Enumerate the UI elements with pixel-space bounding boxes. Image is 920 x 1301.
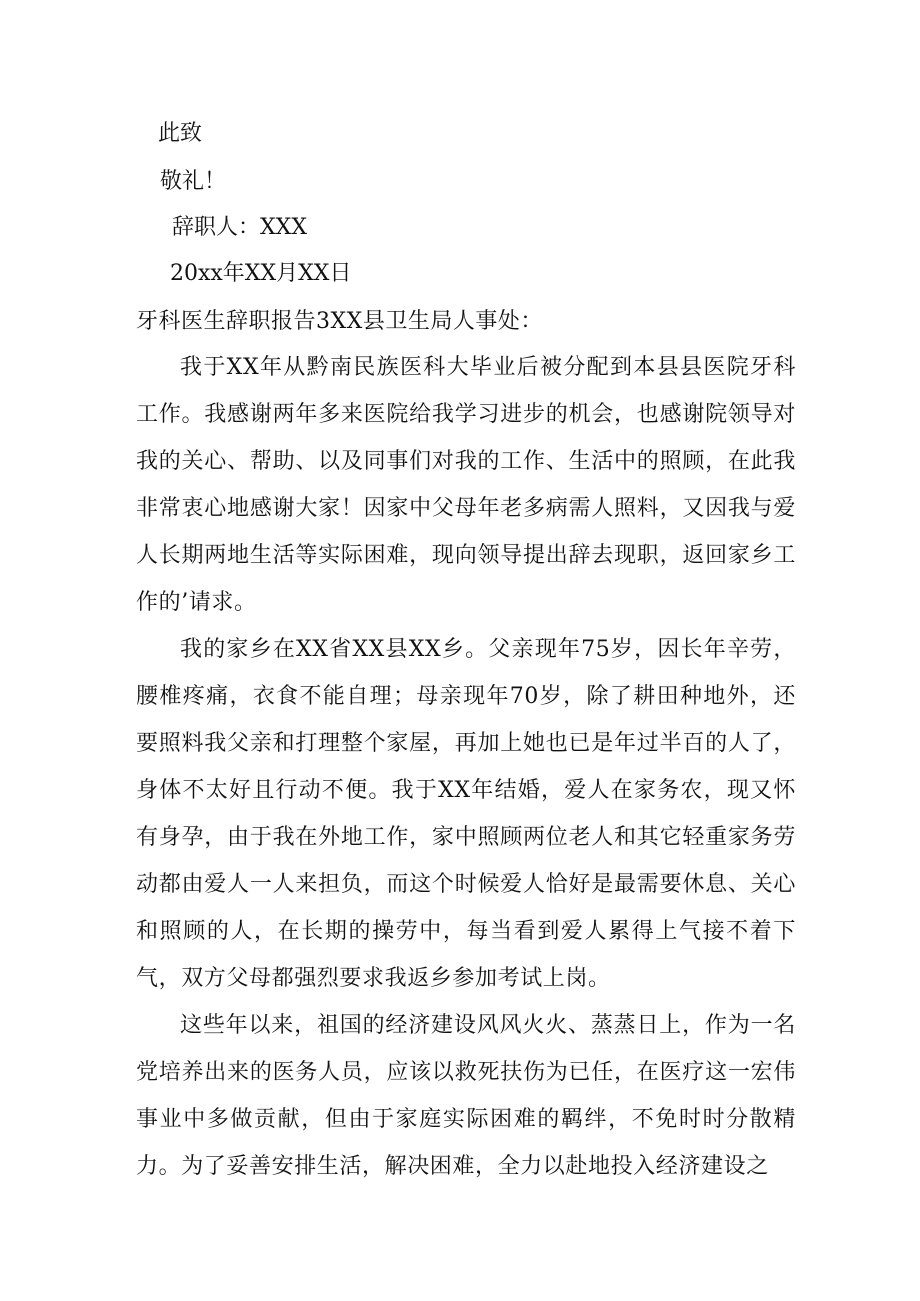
date-line: 20xx年XX月XX日 (170, 261, 352, 286)
paragraph-1: 我于XX年从黔南民族医科大毕业后被分配到本县县医院牙科工作。我感谢两年多来医院给我学习进步的机会，也感谢院领导对我的关心、帮助、以及同事们对我的工作、生活中的照顾，在此我非常衷心地感谢大家！因家中父母年老多病需人照料，又因我与爱人长期两地生活等实际困难，现向领导提出辞去现职，返回家乡工作的’请求。 (136, 355, 796, 615)
paragraph-2: 我的家乡在XX省XX县XX乡。父亲现年75岁，因长年辛劳，腰椎疼痛，衣食不能自理；母亲现年70岁，除了耕田种地外，还要照料我父亲和打理整个家屋，再加上她也已是年过半百的人了，身体不太好且行动不便。我于XX年结婚，爱人在家务农，现又怀有身孕，由于我在外地工作，家中照顾两位老人和其它轻重家务劳动都由爱人一人来担负，而这个时候爱人恰好是最需要休息、关心和照顾的人，在长期的操劳中，每当看到爱人累得上气接不着下气，双方父母都强烈要求我返乡参加考试上岗。 (136, 637, 796, 991)
letter-heading: 牙科医生辞职报告3XX县卫生局人事处： (136, 309, 543, 334)
paragraph-3: 这些年以来，祖国的经济建设风风火火、蒸蒸日上，作为一名党培养出来的医务人员，应该以救死扶伤为已任，在医疗这一宏伟事业中多做贡献，但由于家庭实际困难的羁绊，不免时时分散精力。为了妥善安排生活，解决困难，全力以赴地投入经济建设之 (136, 1013, 796, 1179)
closing-salutation: 此致 (158, 121, 203, 146)
closing-regards: 敬礼！ (160, 169, 227, 194)
signer-line: 辞职人：XXX (172, 215, 307, 240)
